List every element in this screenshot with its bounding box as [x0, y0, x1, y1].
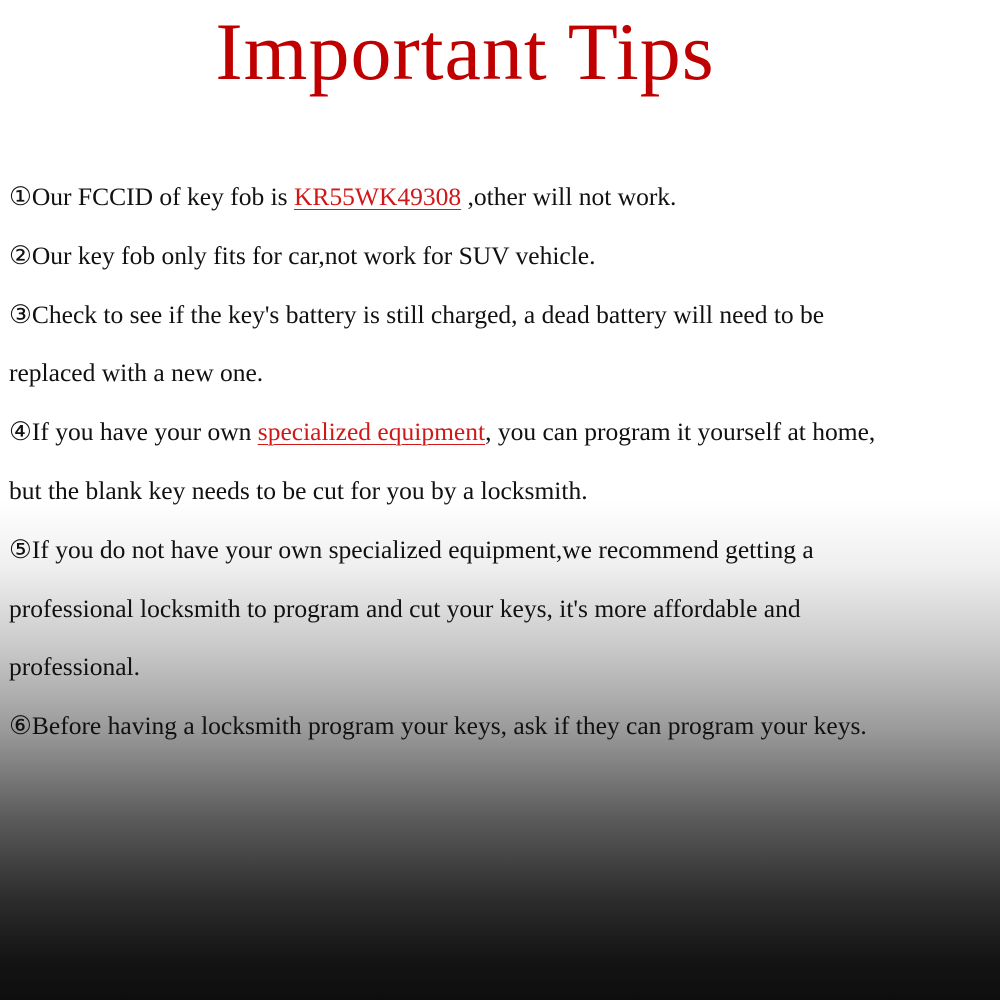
tip-text: replaced with a new one.	[9, 358, 264, 388]
tip-marker: ①	[9, 182, 32, 211]
tip-text: professional.	[9, 652, 141, 682]
tip-5-continued	[9, 580, 994, 639]
tip-1	[9, 168, 994, 227]
tip-5-continued	[9, 638, 994, 697]
tip-5	[9, 521, 994, 580]
tip-text: but the blank key needs to be cut for you by a locksmith.	[9, 475, 588, 505]
tip-6	[9, 697, 994, 756]
tip-text: If you have your own	[31, 417, 258, 447]
tip-text: ,other will not work.	[461, 182, 677, 211]
tip-4	[9, 403, 994, 462]
tip-marker: ⑥	[9, 711, 32, 741]
equipment-highlight: specialized equipment	[257, 417, 486, 447]
tip-text: Our FCCID of key fob is	[31, 182, 294, 211]
tip-marker: ②	[9, 240, 32, 270]
tip-text: Before having a locksmith program your keys, ask if they can program your keys.	[31, 711, 867, 741]
tip-2	[9, 227, 994, 286]
tip-text: , you can program it yourself at home,	[485, 417, 876, 447]
tip-text: Our key fob only fits for car,not work for SUV vehicle.	[31, 240, 596, 270]
tip-3-continued	[9, 344, 994, 403]
page-title: Important Tips	[215, 6, 715, 97]
tip-marker: ④	[9, 417, 32, 447]
tip-text: Check to see if the key's battery is still charged, a dead battery will need to be	[31, 299, 825, 329]
fccid-highlight: KR55WK49308	[293, 182, 462, 211]
tip-marker: ⑤	[9, 534, 32, 564]
tip-4-continued	[9, 462, 994, 521]
tip-3	[9, 286, 994, 345]
tip-text: professional locksmith to program and cut your keys, it's more affordable and	[9, 593, 801, 623]
tips-list	[9, 168, 994, 756]
tip-marker: ③	[9, 299, 32, 329]
tip-text: If you do not have your own specialized equipment,we recommend getting a	[31, 534, 814, 564]
